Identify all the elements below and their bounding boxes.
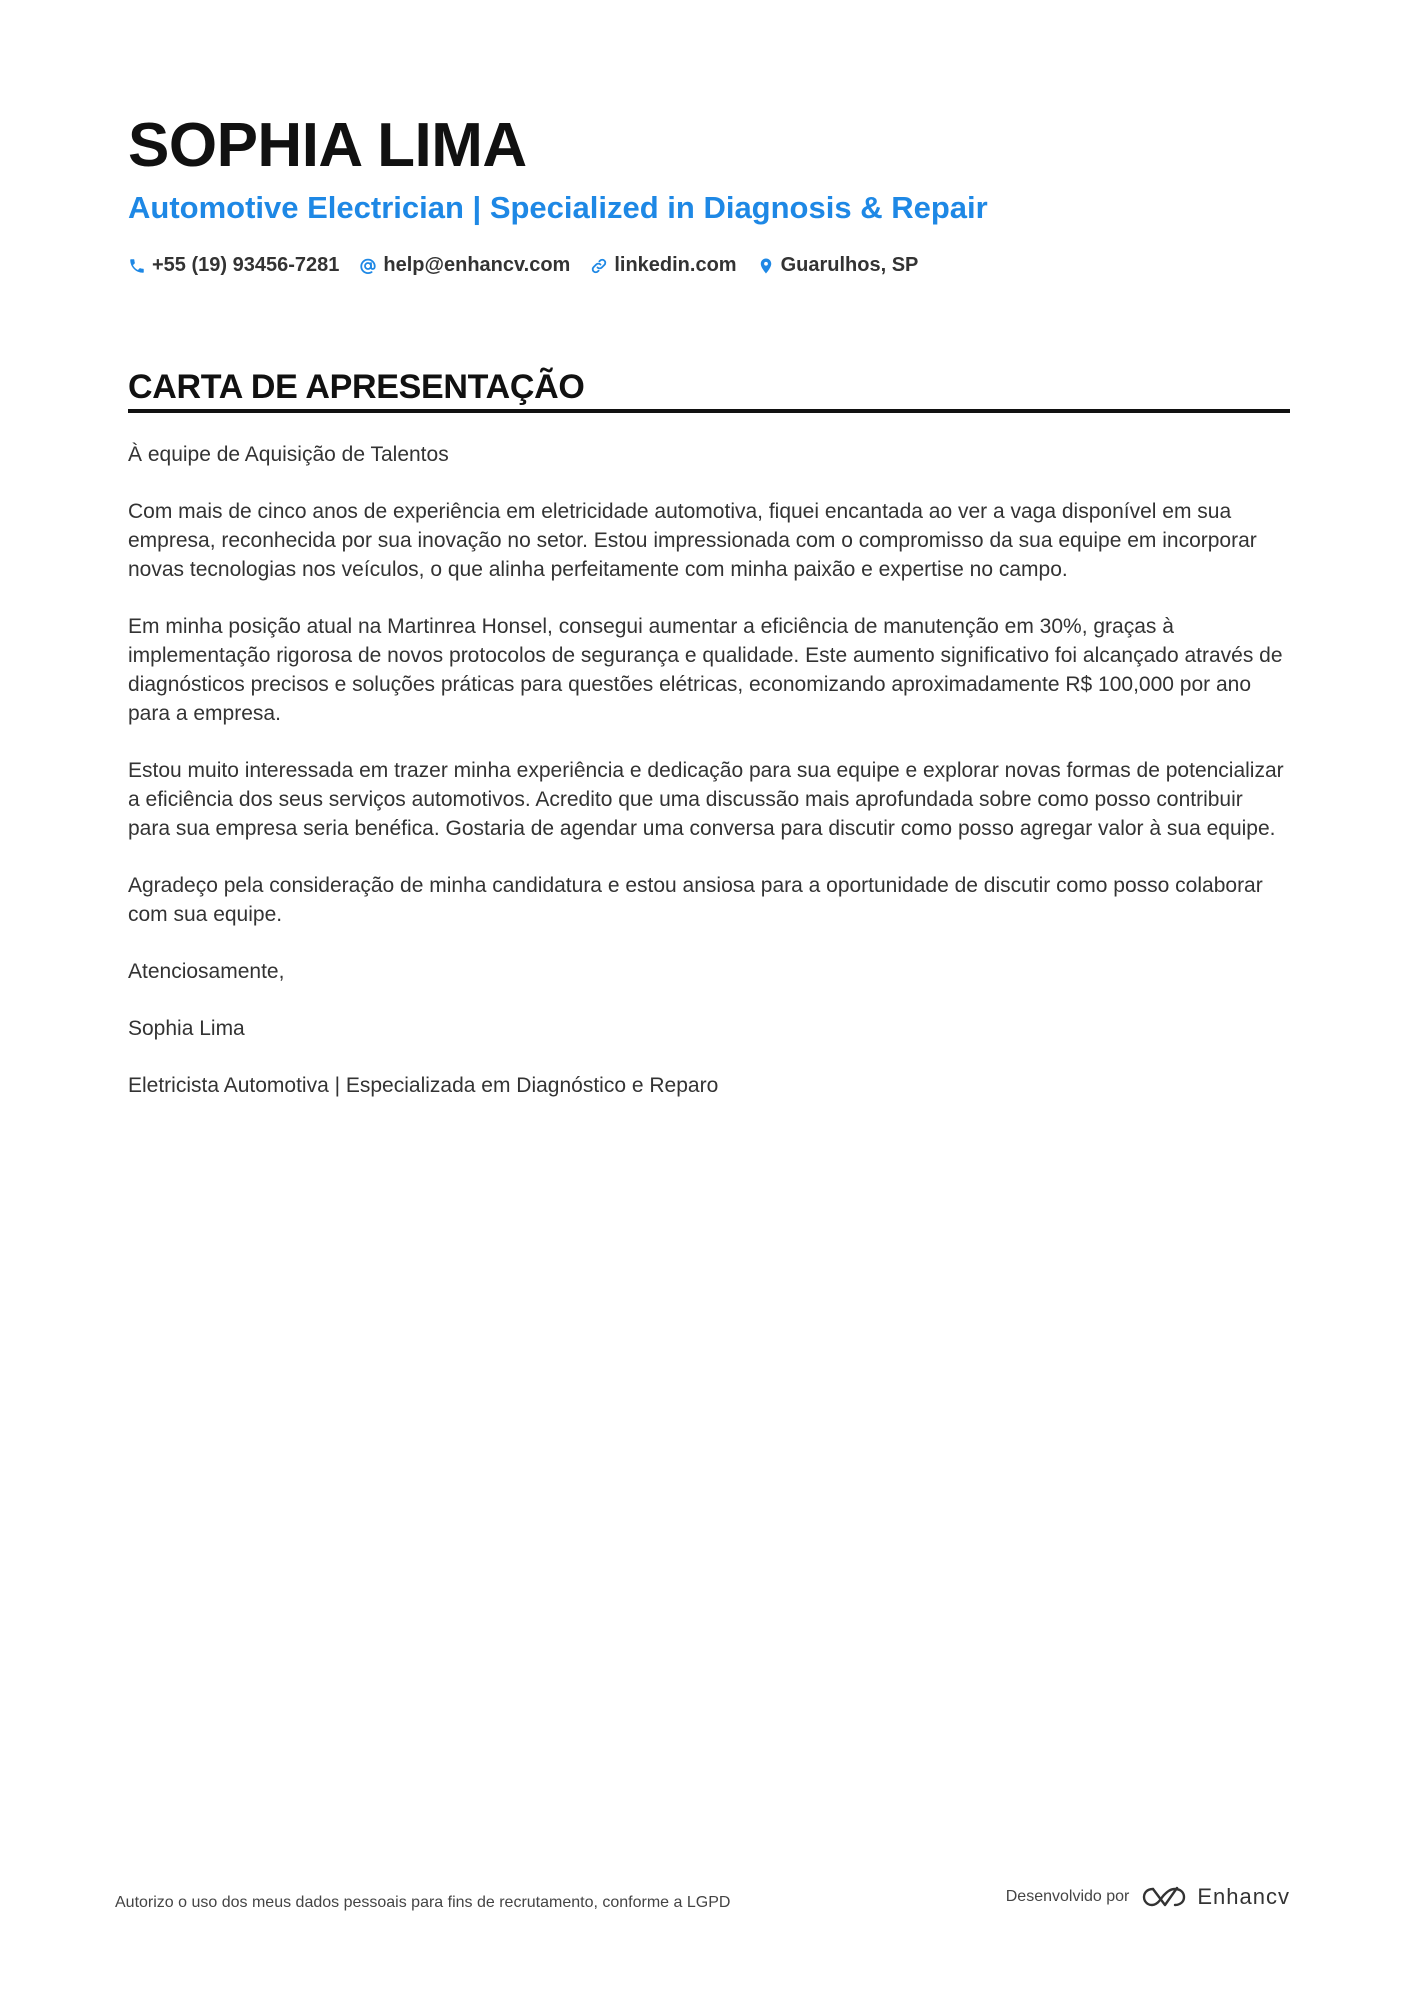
contact-email-text: help@enhancv.com — [383, 254, 571, 276]
letter-paragraph: Com mais de cinco anos de experiência em eletricidade automotiva, fiquei encantada ao ver a vaga disponível em sua empresa, reconhecida por sua inovação no setor. Estou impressionada com o compromisso da sua equipe em incorporar novas tecnologias nos veículos, o que alinha perfeitamente com minha paixão e expertise no campo. — [128, 500, 1257, 581]
location-pin-icon — [757, 257, 775, 275]
letter-closing: Atenciosamente, — [128, 960, 285, 983]
letter-body — [128, 440, 1290, 1128]
letter-paragraph: Agradeço pela consideração de minha candidatura e estou ansiosa para a oportunidade de discutir como posso colaborar com sua equipe. — [128, 874, 1263, 926]
consent-note: Autorizo o uso dos meus dados pessoais para fins de recrutamento, conforme a LGPD — [115, 1894, 731, 1911]
at-icon — [359, 257, 377, 275]
letter-signature-title: Eletricista Automotiva | Especializada em Diagnóstico e Reparo — [128, 1074, 719, 1097]
link-icon — [590, 257, 608, 275]
contact-phone-text: +55 (19) 93456-7281 — [152, 254, 340, 276]
applicant-headline: Automotive Electrician | Specialized in Diagnosis & Repair — [128, 190, 988, 225]
contact-phone — [128, 254, 339, 277]
powered-by — [1006, 1884, 1290, 1910]
enhancv-brand: Enhancv — [1197, 1884, 1290, 1909]
section-title: CARTA DE APRESENTAÇÃO — [128, 368, 1290, 413]
contact-location-text: Guarulhos, SP — [780, 254, 919, 276]
contact-linkedin-text: linkedin.com — [614, 254, 737, 276]
letter-greeting: À equipe de Aquisição de Talentos — [128, 443, 449, 466]
powered-by-label: Desenvolvido por — [1005, 1888, 1130, 1905]
contact-linkedin[interactable] — [590, 254, 736, 277]
applicant-name: SOPHIA LIMA — [128, 111, 527, 180]
contact-email[interactable] — [359, 254, 570, 277]
phone-icon — [128, 257, 146, 275]
enhancv-logo-icon — [1141, 1884, 1187, 1910]
letter-signature: Sophia Lima — [128, 1017, 245, 1040]
letter-paragraph: Estou muito interessada em trazer minha experiência e dedicação para sua equipe e explorar novas formas de potencializar a eficiência dos seus serviços automotivos. Acredito que uma discussão mais aprofundada sobre como posso contribuir para sua empresa seria benéfica. Gostaria de agendar uma conversa para discutir como posso agregar valor à sua equipe. — [128, 759, 1284, 840]
contact-row — [128, 254, 938, 277]
contact-location — [757, 254, 919, 277]
letter-paragraph: Em minha posição atual na Martinrea Honsel, consegui aumentar a eficiência de manutenção em 30%, graças à implementação rigorosa de novos protocolos de segurança e qualidade. Este aumento significativo foi alcançado através de diagnósticos precisos e soluções práticas para questões elétricas, economizando aproximadamente R$ 100,000 por ano para a empresa. — [128, 615, 1283, 725]
